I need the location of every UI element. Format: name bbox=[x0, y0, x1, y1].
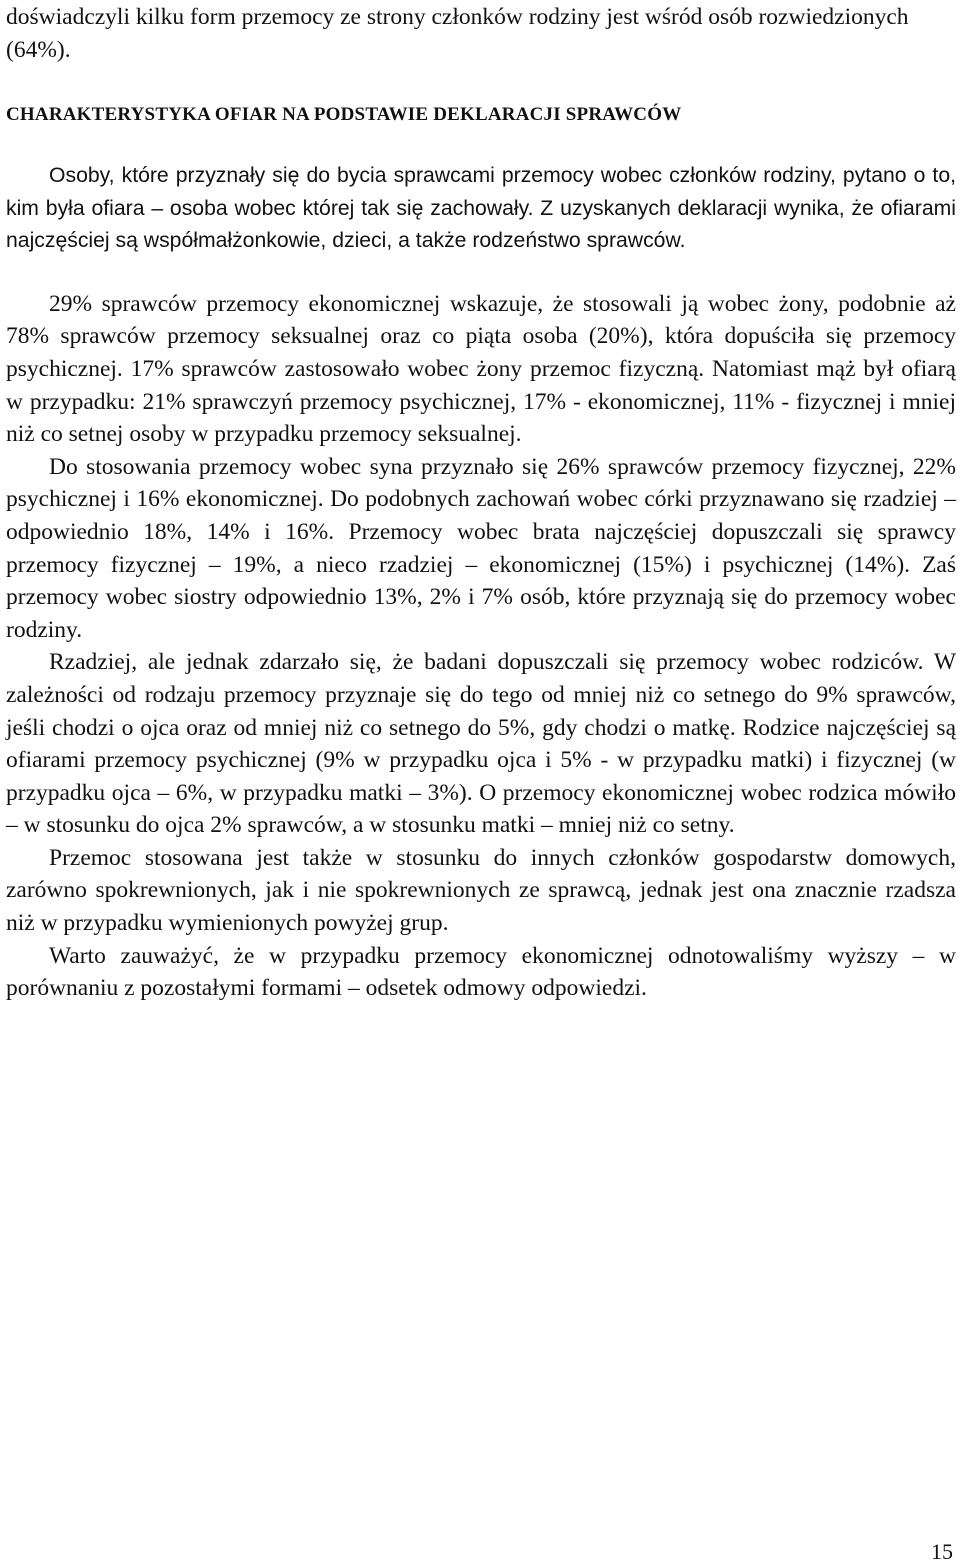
page-number: 15 bbox=[931, 1539, 953, 1564]
paragraph-refusal-note: Warto zauważyć, że w przypadku przemocy ekonomicznej odnotowaliśmy wyższy – w porównaniu z pozostałymi formami – odsetek odmowy odpowiedzi. bbox=[6, 942, 956, 1002]
paragraph-children-siblings: Do stosowania przemocy wobec syna przyznało się 26% sprawców przemocy fizycznej, 22% psychicznej i 16% ekonomicznej. Do podobnych zachowań wobec córki przyznawano się rzadziej – odpowiednio 18%, 14% i 16%. Przemocy wobec brata najczęściej dopuszczali się sprawcy przemocy fizycznej – 19%, a nieco rzadziej – ekonomicznej (15%) i psychicznej (14%). Zaś przemocy wobec siostry odpowiednio 13%, 2% i 7% osób, które przyznają się do przemocy wobec rodziny. bbox=[6, 453, 956, 643]
paragraph-victims-overview: Osoby, które przyznały się do bycia sprawcami przemocy wobec członków rodziny, pytano o to, kim była ofiara – osoba wobec której tak się zachowały. Z uzyskanych deklaracji wynika, że ofiarami najczęściej są współmałżonkowie, dzieci, a także rodzeństwo sprawców. bbox=[6, 164, 956, 253]
paragraph-parents: Rzadziej, ale jednak zdarzało się, że badani dopuszczali się przemocy wobec rodziców. W zależności od rodzaju przemocy przyznaje się do tego od mniej niż co setnego do 9% sprawców, jeśli chodzi o ojca oraz od mniej niż co setnego do 5%, gdy chodzi o matkę. Rodzice najczęściej są ofiarami przemocy psychicznej (9% w przypadku ojca i 5% - w przypadku matki) i fizycznej (w przypadku ojca – 6%, w przypadku matki – 3%). O przemocy ekonomicznej wobec rodzica mówiło – w stosunku do ojca 2% sprawców, a w stosunku matki – mniej niż co setny. bbox=[6, 649, 956, 839]
paragraph-spouses: 29% sprawców przemocy ekonomicznej wskazuje, że stosowali ją wobec żony, podobnie aż 78% sprawców przemocy seksualnej oraz co piąta osoba (20%), która dopuściła się przemocy psychicznej. 17% sprawców zastosowało wobec żony przemoc fizyczną. Natomiast mąż był ofiarą w przypadku: 21% sprawczyń przemocy psychicznej, 17% - ekonomicznej, 11% - fizycznej i mniej niż co setnej osoby w przypadku przemocy seksualnej. bbox=[6, 290, 956, 448]
section-heading: CHARAKTERYSTYKA OFIAR NA PODSTAWIE DEKLARACJI SPRAWCÓW bbox=[6, 104, 682, 125]
intro-paragraph: doświadczyli kilku form przemocy ze strony członków rodziny jest wśród osób rozwiedzionych (64%). bbox=[6, 4, 909, 63]
document-page bbox=[6, 0, 956, 1005]
paragraph-other-household-members: Przemoc stosowana jest także w stosunku do innych członków gospodarstw domowych, zarówno spokrewnionych, jak i nie spokrewnionych ze sprawcą, jednak jest ona znacznie rzadsza niż w przypadku wymienionych powyżej grup. bbox=[6, 844, 956, 937]
